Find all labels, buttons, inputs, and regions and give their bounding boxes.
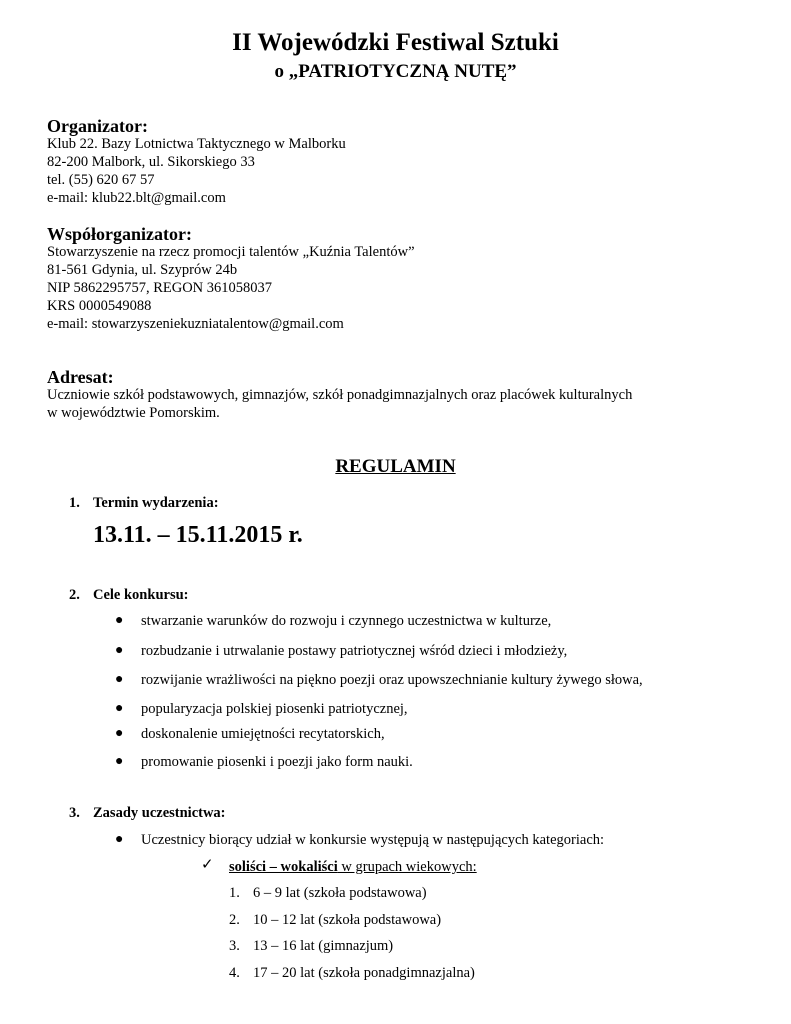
coorganizer-heading: Współorganizator: xyxy=(47,224,192,244)
coorganizer-line: KRS 0000549088 xyxy=(47,298,152,314)
organizer-line: Klub 22. Bazy Lotnictwa Taktycznego w Malborku xyxy=(47,136,346,152)
organizer-heading: Organizator: xyxy=(47,116,148,136)
coorganizer-line: Stowarzyszenie na rzecz promocji talentów „Kuźnia Talentów” xyxy=(47,244,415,260)
event-date: 13.11. – 15.11.2015 r. xyxy=(93,522,303,548)
section-number: 1. xyxy=(69,495,80,511)
coorganizer-line: 81-561 Gdynia, ul. Szyprów 24b xyxy=(47,262,238,278)
bullet-icon: ● xyxy=(115,832,124,847)
organizer-line: 82-200 Malbork, ul. Sikorskiego 33 xyxy=(47,154,255,170)
document-subtitle: o „PATRIOTYCZNĄ NUTĘ” xyxy=(274,61,517,82)
category-heading: soliści – wokaliści w grupach wiekowych: xyxy=(229,859,477,875)
coorganizer-line: NIP 5862295757, REGON 361058037 xyxy=(47,280,273,296)
bullet-icon: ● xyxy=(115,701,124,716)
organizer-email: e-mail: klub22.blt@gmail.com xyxy=(47,190,226,206)
bullet-icon: ● xyxy=(115,754,124,769)
section-title: Termin wydarzenia: xyxy=(93,495,219,511)
coorganizer-email: e-mail: stowarzyszeniekuzniatalentow@gmail.com xyxy=(47,316,344,332)
addressee-line: Uczniowie szkół podstawowych, gimnazjów, szkół ponadgimnazjalnych oraz placówek kulturalnych xyxy=(47,387,633,403)
section-number: 3. xyxy=(69,805,80,821)
addressee-heading: Adresat: xyxy=(47,367,114,387)
organizer-line: tel. (55) 620 67 57 xyxy=(47,172,155,188)
section-number: 2. xyxy=(69,587,80,603)
section-title: Zasady uczestnictwa: xyxy=(93,805,226,821)
bullet-icon: ● xyxy=(115,672,124,687)
document-title: II Wojewódzki Festiwal Sztuki xyxy=(232,29,559,56)
bullet-icon: ● xyxy=(115,643,124,658)
section-title: Cele konkursu: xyxy=(93,587,189,603)
document-page: II Wojewódzki Festiwal Sztuki o „PATRIOTYCZNĄ NUTĘ” Organizator: Klub 22. Bazy Lotnictwa Taktycznego w Malborku 82-200 Malbork, ul. Sikorskiego 33 tel. (55) 620 67 57 e-mail: klub22.blt@gmail.com Współorganizator: Stowarzyszenie na rzecz promocji talentów „Kuźnia Talentów” 81-561 Gdynia, ul. Szyprów 24b NIP 5862295757, REGON 361058037 KRS 0000549088 e-mail: stowarzyszeniekuzniatalentow@gmail.com Adresat: Uczniowie szkół podstawowych, gimnazjów, szkół ponadgimnazjalnych oraz placówek kulturalnych w województwie Pomorskim. REGULAMIN 1. Termin wydarzenia: 13.11. – 15.11.2015 r. 2. Cele konkursu: ● stwarzanie warunków do rozwoju i czynnego uczestnictwa w kulturze, ● rozbudzanie i utrwalanie postawy patriotycznej wśród dzieci i młodzieży, ● rozwijanie wrażliwości na piękno poezji oraz upowszechnianie kultury żywego słowa, ● popularyzacja polskiej piosenki patriotycznej, ● doskonalenie umiejętności recytatorskich, ● promowanie piosenki i poezji jako form nauki. 3. Zasady uczestnictwa: ● Uczestnicy biorący udział w konkursie występują w następujących kategoriach: ✓ soliści – wokaliści w grupach wiekowych: 1. 6 – 9 lat (szkoła podstawowa) 2. 10 – 12 lat (szkoła podstawowa) 3. 13 – 16 lat (gimnazjum) 4. 17 – 20 lat (szkoła ponadgimnazjalna) xyxy=(0,0,791,1024)
addressee-line: w województwie Pomorskim. xyxy=(47,405,220,421)
bullet-icon: ● xyxy=(115,613,124,628)
checkmark-icon: ✓ xyxy=(201,857,214,873)
regulations-heading: REGULAMIN xyxy=(335,456,456,477)
bullet-icon: ● xyxy=(115,726,124,741)
